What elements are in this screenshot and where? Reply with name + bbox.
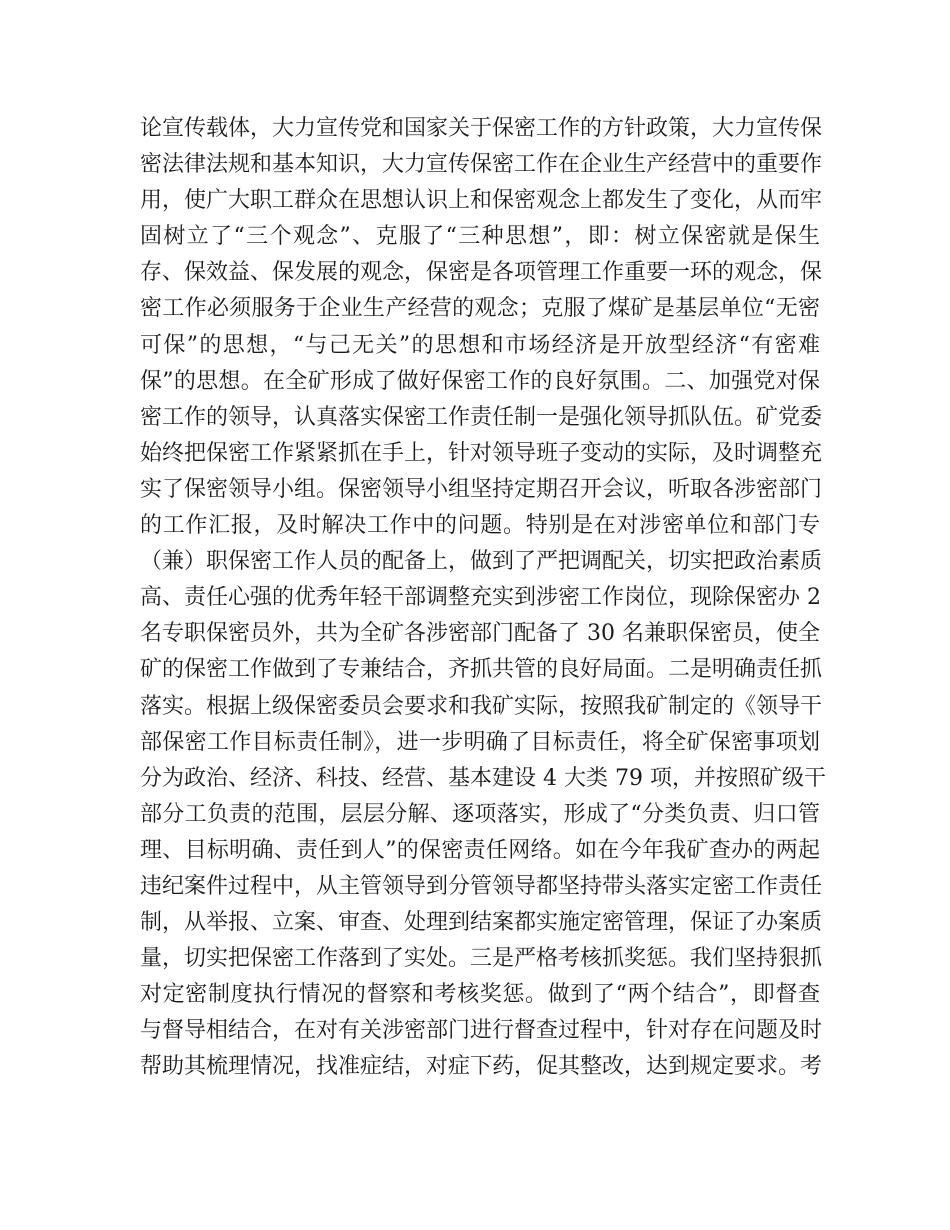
- text-line: 始终把保密工作紧紧抓在手上，针对领导班子变动的实际，及时调整充: [140, 440, 823, 466]
- text-line: 实了保密领导小组。保密领导小组坚持定期召开会议，听取各涉密部门: [140, 476, 823, 502]
- text-line: 分为政治、经济、科技、经营、基本建设 4 大类 79 项，并按照矿级干: [140, 765, 826, 791]
- text-line: 密工作必须服务于企业生产经营的观念；克服了煤矿是基层单位“无密: [140, 296, 820, 322]
- text-line: 量，切实把保密工作落到了实处。三是严格考核抓奖惩。我们坚持狠抓: [140, 946, 823, 972]
- text-line: 理、目标明确、责任到人”的保密责任网络。如在今年我矿查办的两起: [140, 837, 820, 863]
- text-line: 部保密工作目标责任制》，进一步明确了目标责任，将全矿保密事项划: [140, 729, 820, 755]
- text-line: 高、责任心强的优秀年轻干部调整充实到涉密工作岗位，现除保密办 2: [140, 585, 821, 611]
- text-line: 固树立了“三个观念”、克服了“三种思想”，即：树立保密就是保生: [140, 224, 820, 250]
- text-line: 保”的思想。在全矿形成了做好保密工作的良好氛围。二、加强党对保: [140, 368, 820, 394]
- text-line: 论宣传载体，大力宣传党和国家关于保密工作的方针政策，大力宣传保: [140, 116, 823, 141]
- text-line: 落实。根据上级保密委员会要求和我矿实际，按照我矿制定的《领导干: [140, 693, 823, 719]
- text-line: 存、保效益、保发展的观念，保密是各项管理工作重要一环的观念，保: [140, 260, 823, 286]
- text-line: 的工作汇报，及时解决工作中的问题。特别是在对涉密单位和部门专: [140, 513, 820, 539]
- text-line: 用，使广大职工群众在思想认识上和保密观念上都发生了变化，从而牢: [140, 188, 823, 214]
- text-line: （兼）职保密工作人员的配备上，做到了严把调配关，切实把政治素质: [140, 549, 823, 575]
- text-line: 密工作的领导，认真落实保密工作责任制一是强化领导抓队伍。矿党委: [140, 404, 823, 430]
- text-line: 与督导相结合，在对有关涉密部门进行督查过程中，针对存在问题及时: [140, 1018, 823, 1044]
- body-paragraph: [140, 111, 826, 1086]
- text-line: 对定密制度执行情况的督察和考核奖惩。做到了“两个结合”，即督查: [140, 982, 820, 1008]
- text-line: 部分工负责的范围，层层分解、逐项落实，形成了“分类负责、归口管: [140, 801, 820, 827]
- text-line: 帮助其梳理情况，找准症结，对症下药，促其整改，达到规定要求。考: [140, 1054, 823, 1080]
- text-line: 违纪案件过程中，从主管领导到分管领导都坚持带头落实定密工作责任: [140, 873, 823, 899]
- text-line: 矿的保密工作做到了专兼结合，齐抓共管的良好局面。二是明确责任抓: [140, 657, 823, 683]
- text-line: 制，从举报、立案、审查、处理到结案都实施定密管理，保证了办案质: [140, 910, 823, 936]
- text-line: 名专职保密员外，共为全矿各涉密部门配备了 30 名兼职保密员，使全: [140, 621, 820, 647]
- text-line: 可保”的思想，“与己无关”的思想和市场经济是开放型经济“有密难: [140, 332, 820, 358]
- text-line: 密法律法规和基本知识，大力宣传保密工作在企业生产经营中的重要作: [140, 152, 823, 178]
